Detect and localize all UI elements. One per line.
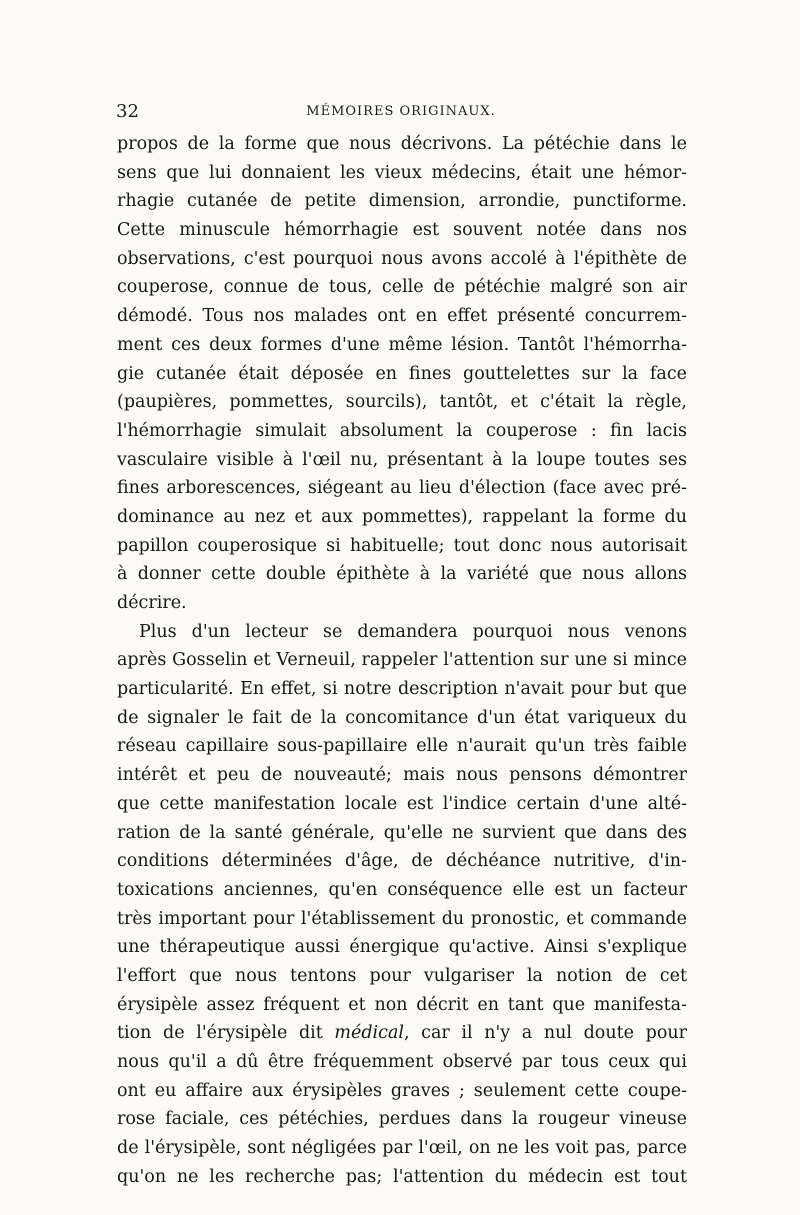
text-line: rose faciale, ces pétéchies, perdues dans la rougeur vineuse xyxy=(117,1109,687,1130)
text-line: Plus d'un lecteur se demandera pourquoi nous venons xyxy=(139,621,687,642)
text-line: intérêt et peu de nouveauté; mais nous pensons démontrer xyxy=(117,765,687,786)
text-segment: , car il n'y a nul doute pour xyxy=(404,1023,687,1044)
page-number: 32 xyxy=(116,101,139,122)
text-line: gie cutanée était déposée en fines gouttelettes sur la face xyxy=(117,363,687,384)
text-line: Cette minuscule hémorrhagie est souvent notée dans nos xyxy=(117,220,687,241)
text-line: conditions déterminées d'âge, de déchéance nutritive, d'in- xyxy=(117,851,687,872)
text-line: nous qu'il a dû être fréquemment observé par tous ceux qui xyxy=(117,1052,687,1072)
text-line: à donner cette double épithète à la variété que nous allons xyxy=(117,564,687,585)
text-line: l'hémorrhagie simulait absolument la couperose : fin lacis xyxy=(117,420,687,441)
text-line: de l'érysipèle, sont négligées par l'œil, on ne les voit pas, parce xyxy=(117,1138,687,1159)
body-text xyxy=(117,130,687,1191)
text-line: (paupières, pommettes, sourcils), tantôt, et c'était la règle, xyxy=(117,392,687,413)
italic-word: médical xyxy=(334,1023,404,1044)
text-line: rhagie cutanée de petite dimension, arrondie, punctiforme. xyxy=(117,191,687,212)
text-segment: tion de l'érysipèle dit xyxy=(117,1023,335,1044)
text-line: après Gosselin et Verneuil, rappeler l'attention sur une si mince xyxy=(117,650,687,671)
text-line: propos de la forme que nous décrivons. La pétéchie dans le xyxy=(117,134,687,154)
text-line: une thérapeutique aussi énergique qu'active. Ainsi s'explique xyxy=(117,937,687,958)
text-line: que cette manifestation locale est l'indice certain d'une alté- xyxy=(117,793,687,814)
text-line: dominance au nez et aux pommettes), rappelant la forme du xyxy=(117,506,687,527)
text-line: qu'on ne les recherche pas; l'attention du médecin est tout xyxy=(117,1166,687,1187)
text-line: érysipèle assez fréquent et non décrit en tant que manifesta- xyxy=(117,994,687,1015)
text-line: papillon couperosique si habituelle; tout donc nous autorisait xyxy=(117,535,687,556)
text-line: observations, c'est pourquoi nous avons accolé à l'épithète de xyxy=(117,248,687,269)
text-line: ont eu affaire aux érysipèles graves ; seulement cette coupe- xyxy=(117,1080,687,1101)
text-line: démodé. Tous nos malades ont en effet présenté concurrem- xyxy=(117,306,687,327)
text-line: couperose, connue de tous, celle de pétéchie malgré son air xyxy=(117,277,687,298)
running-title: MÉMOIRES ORIGINAUX. xyxy=(306,104,496,119)
text-line: fines arborescences, siégeant au lieu d'élection (face avec pré- xyxy=(117,478,687,499)
text-line: très important pour l'établissement du pronostic, et commande xyxy=(117,908,687,929)
text-line: sens que lui donnaient les vieux médecins, était une hémor- xyxy=(117,162,687,183)
text-line: ment ces deux formes d'une même lésion. Tantôt l'hémorrha- xyxy=(117,334,687,355)
text-line: particularité. En effet, si notre description n'avait pour but que xyxy=(117,679,687,700)
page-header xyxy=(116,100,686,124)
text-line: vasculaire visible à l'œil nu, présentant à la loupe toutes ses xyxy=(117,449,687,470)
text-line: réseau capillaire sous-papillaire elle n'aurait qu'un très faible xyxy=(117,736,687,757)
text-line: ration de la santé générale, qu'elle ne survient que dans des xyxy=(117,822,687,843)
text-line: décrire. xyxy=(117,593,187,613)
text-line-with-italic xyxy=(117,1019,687,1048)
text-line: de signaler le fait de la concomitance d'un état variqueux du xyxy=(117,707,687,728)
text-line: l'effort que nous tentons pour vulgariser la notion de cet xyxy=(117,965,687,986)
text-line: toxications anciennes, qu'en conséquence elle est un facteur xyxy=(117,879,687,900)
